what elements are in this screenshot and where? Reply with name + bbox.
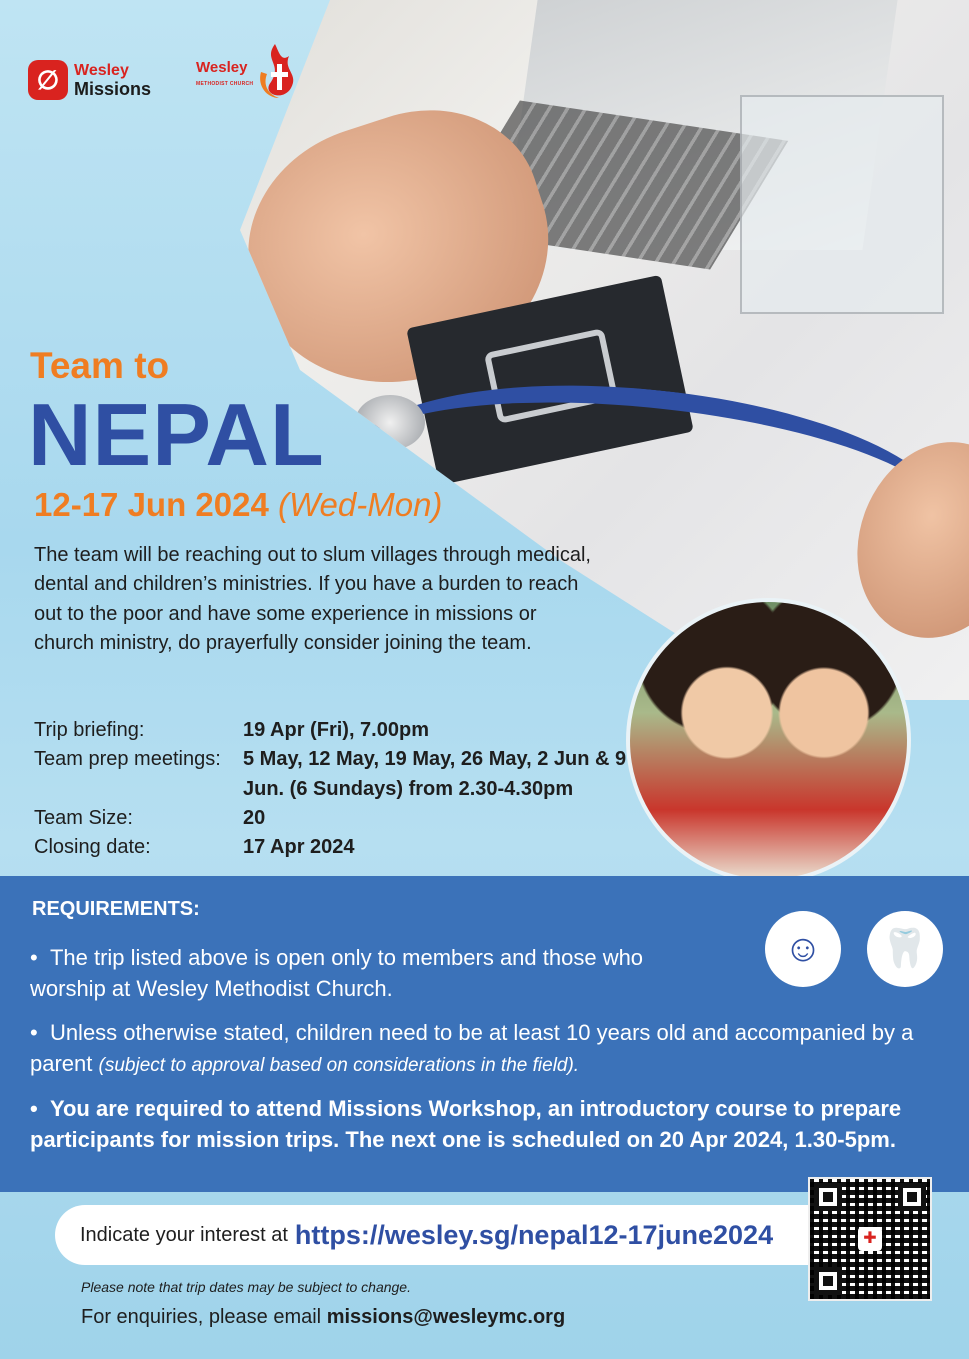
- detail-value: 5 May, 12 May, 19 May, 26 May, 2 Jun & 9 Jun. (6 Sundays) from 2.30-4.30pm: [243, 748, 627, 800]
- stethoscope-chestpiece-image: [355, 395, 425, 450]
- trip-details: [34, 716, 643, 862]
- detail-value: 20: [243, 806, 266, 829]
- logo-line2: Missions: [74, 79, 152, 99]
- qr-logo-icon: ✚: [858, 1227, 882, 1251]
- intro-paragraph: The team will be reaching out to slum villages through medical, dental and children’s ministries. If you have a burden to reach out to the poor and have some experience in missions or church ministry, do prayerfully consider joining the team.: [34, 544, 591, 654]
- wesley-methodist-church-logo: [196, 42, 299, 102]
- detail-value: 17 Apr 2024: [243, 836, 355, 859]
- requirements-section: [0, 876, 969, 1192]
- hero-title: NEPAL: [28, 385, 325, 484]
- detail-row: [34, 716, 643, 745]
- church-logo-sub: METHODIST CHURCH: [196, 81, 254, 87]
- requirement-item: • You are required to attend Missions Workshop, an introductory course to prepare participants for mission trips. The next one is scheduled on 20 Apr 2024, 1.30-5pm.: [30, 1096, 902, 1152]
- requirement-note: (subject to approval based on considerations in the field).: [98, 1054, 580, 1076]
- requirement-item: • Unless otherwise stated, children need to be at least 10 years old and accompanied by a parent (subject to approval based on considerations in the field).: [30, 1020, 914, 1076]
- detail-value: 19 Apr (Fri), 7.00pm: [243, 719, 429, 741]
- dental-icon: 🦷: [867, 911, 943, 987]
- requirement-text: The trip listed above is open only to members and those who worship at Wesley Methodist Church.: [30, 945, 644, 1001]
- children-photo: [626, 598, 911, 883]
- detail-label: Team Size:: [34, 806, 133, 829]
- requirements-heading: REQUIREMENTS:: [32, 898, 200, 920]
- requirement-text: Unless otherwise stated, children need to be at least 10 years old and accompanied by a parent: [30, 1020, 914, 1076]
- detail-label: Team prep meetings:: [34, 748, 221, 771]
- trip-days: (Wed-Mon): [278, 486, 443, 523]
- trip-dates: 12-17 Jun 2024: [34, 486, 269, 523]
- hero-dates: [34, 486, 442, 524]
- enquiry-line: [81, 1306, 565, 1329]
- requirement-text: You are required to attend Missions Workshop, an introductory course to prepare participants for mission trips. The next one is scheduled on 20 Apr 2024, 1.30-5pm.: [30, 1096, 902, 1152]
- interest-lead: Indicate your interest at: [80, 1223, 288, 1246]
- logo-line1: Wesley: [74, 62, 129, 79]
- detail-row: [34, 804, 643, 833]
- detail-row: [34, 833, 643, 862]
- tissue-box-image: [740, 95, 944, 314]
- qr-code[interactable]: [808, 1177, 932, 1301]
- childrens-ministry-icon: ☺: [765, 911, 841, 987]
- qr-finder: [814, 1183, 842, 1211]
- detail-row: [34, 745, 643, 804]
- enquiry-email[interactable]: missions@wesleymc.org: [326, 1306, 566, 1328]
- qr-finder: [814, 1267, 842, 1295]
- detail-label: Closing date:: [34, 836, 151, 859]
- enquiry-lead: For enquiries, please email: [81, 1306, 322, 1328]
- qr-finder: [898, 1183, 926, 1211]
- interest-bar: [55, 1205, 845, 1265]
- church-logo-name: Wesley: [196, 59, 248, 76]
- flame-cross-icon: [253, 42, 299, 102]
- signup-link[interactable]: https://wesley.sg/nepal12-17june2024: [294, 1219, 774, 1250]
- hero-kicker: Team to: [30, 345, 170, 386]
- wesley-missions-logo: [28, 60, 151, 100]
- requirement-item: • The trip listed above is open only to members and those who worship at Wesley Methodist Church.: [30, 945, 644, 1001]
- wesley-missions-emblem-icon: ∅: [28, 60, 68, 100]
- disclaimer: Please note that trip dates may be subject to change.: [81, 1279, 411, 1295]
- detail-label: Trip briefing:: [34, 719, 145, 741]
